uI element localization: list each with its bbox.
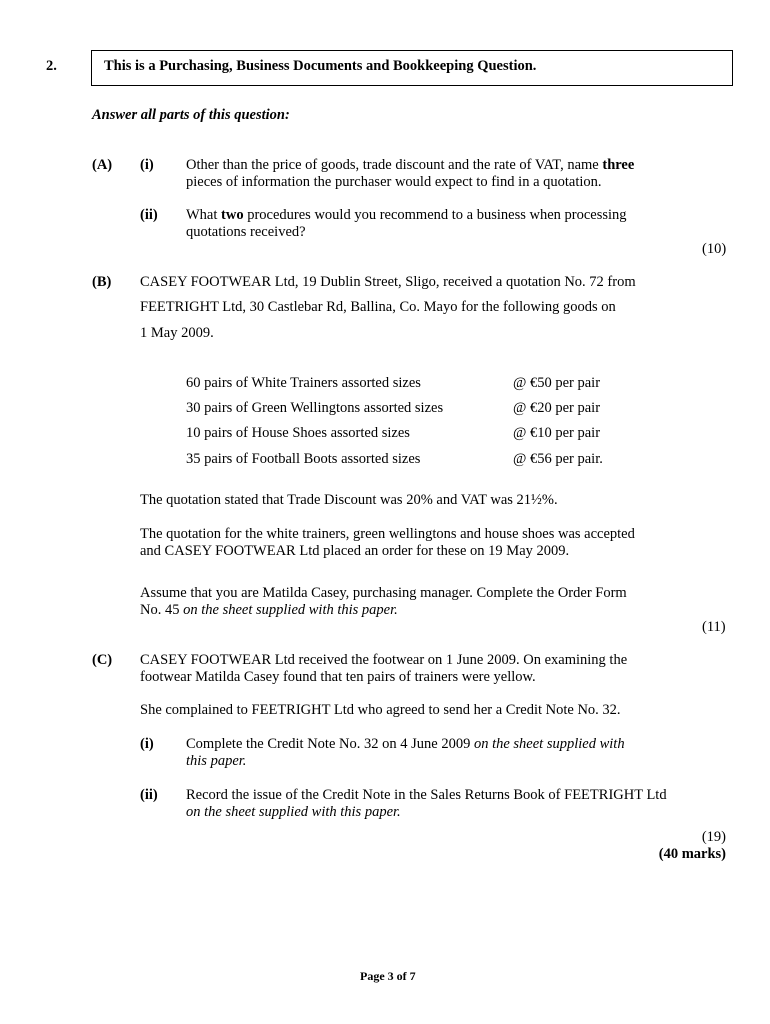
- question-title: This is a Purchasing, Business Documents and Bookkeeping Question.: [104, 58, 537, 74]
- total-marks: (40 marks): [658, 846, 726, 862]
- part-c-label: (C): [92, 652, 113, 668]
- question-title-box: [91, 50, 733, 86]
- goods-desc: 60 pairs of White Trainers assorted sizes: [186, 375, 421, 391]
- part-a-i-label: (i): [140, 157, 154, 173]
- part-a-label: (A): [92, 157, 113, 173]
- part-c-i-line2: this paper.: [186, 753, 247, 769]
- discount-line: The quotation stated that Trade Discount was 20% and VAT was 21½%.: [140, 492, 558, 508]
- goods-price: @ €10 per pair: [513, 425, 601, 441]
- part-a-ii-line2: quotations received?: [186, 224, 306, 240]
- goods-price: @ €50 per pair: [513, 375, 601, 391]
- accept-line1: The quotation for the white trainers, green wellingtons and house shoes was accepted: [140, 526, 635, 542]
- accept-line2: and CASEY FOOTWEAR Ltd placed an order for these on 19 May 2009.: [140, 543, 570, 559]
- assume-line2: No. 45 on the sheet supplied with this paper.: [140, 602, 398, 618]
- assume-line1: Assume that you are Matilda Casey, purchasing manager. Complete the Order Form: [140, 585, 627, 601]
- part-c-marks: (19): [701, 829, 726, 845]
- part-c-ii-line1: Record the issue of the Credit Note in the Sales Returns Book of FEETRIGHT Ltd: [186, 787, 667, 803]
- part-a-i-line2: pieces of information the purchaser would expect to find in a quotation.: [186, 174, 602, 190]
- question-number: 2.: [46, 58, 57, 74]
- part-c-i-label: (i): [140, 736, 154, 752]
- part-c-line1: CASEY FOOTWEAR Ltd received the footwear on 1 June 2009. On examining the: [140, 652, 628, 668]
- page-footer: Page 3 of 7: [360, 969, 416, 983]
- goods-price: @ €56 per pair.: [513, 451, 603, 467]
- part-b-label: (B): [92, 274, 112, 290]
- goods-desc: 35 pairs of Football Boots assorted sizes: [186, 451, 421, 467]
- part-c-ii-line2: on the sheet supplied with this paper.: [186, 804, 401, 820]
- goods-price: @ €20 per pair: [513, 400, 601, 416]
- part-b-line3: 1 May 2009.: [140, 325, 214, 341]
- part-c-i-line1: Complete the Credit Note No. 32 on 4 June 2009 on the sheet supplied with: [186, 736, 625, 752]
- instruction: Answer all parts of this question:: [92, 107, 290, 123]
- goods-desc: 30 pairs of Green Wellingtons assorted sizes: [186, 400, 444, 416]
- part-b-line2: FEETRIGHT Ltd, 30 Castlebar Rd, Ballina, Co. Mayo for the following goods on: [140, 299, 616, 315]
- part-a-i-line1: Other than the price of goods, trade discount and the rate of VAT, name three: [186, 157, 635, 173]
- part-b-marks: (11): [702, 619, 726, 635]
- part-a-ii-line1: What two procedures would you recommend to a business when processing: [186, 207, 627, 223]
- part-c-ii-label: (ii): [140, 787, 158, 803]
- part-a-ii-label: (ii): [140, 207, 158, 223]
- part-c-line2: footwear Matilda Casey found that ten pairs of trainers were yellow.: [140, 669, 536, 685]
- complaint-line: She complained to FEETRIGHT Ltd who agreed to send her a Credit Note No. 32.: [140, 702, 621, 718]
- part-b-line1: CASEY FOOTWEAR Ltd, 19 Dublin Street, Sligo, received a quotation No. 72 from: [140, 274, 636, 290]
- goods-desc: 10 pairs of House Shoes assorted sizes: [186, 425, 410, 441]
- part-a-marks: (10): [702, 241, 727, 257]
